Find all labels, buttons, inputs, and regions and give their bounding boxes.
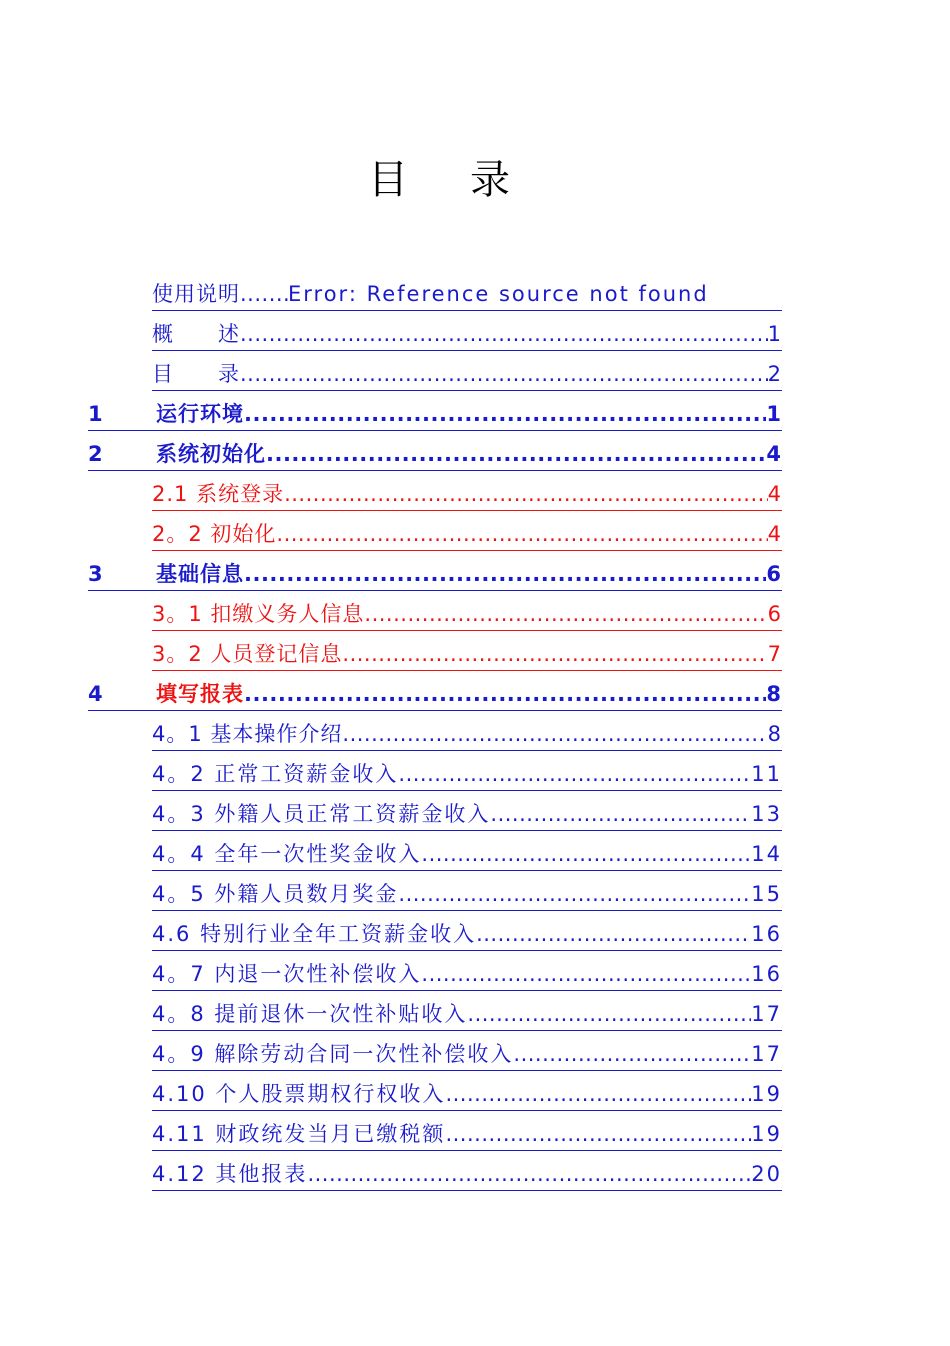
toc-entry-label: 4。3 外籍人员正常工资薪金收入: [152, 802, 491, 826]
toc-entry-label: 基础信息: [156, 562, 244, 586]
toc-page-number: 17: [751, 1042, 782, 1066]
toc-page-number: 8: [767, 722, 782, 746]
toc-entry-4-12[interactable]: [152, 1158, 782, 1191]
toc-entry-chapter-1[interactable]: [88, 398, 782, 431]
toc-page-number: 19: [751, 1122, 782, 1146]
toc-entry-label: 4。7 内退一次性补偿收入: [152, 962, 422, 986]
toc-entry-usage[interactable]: [152, 278, 782, 311]
toc-leader: [513, 1038, 751, 1070]
toc-entry-4-7[interactable]: [152, 958, 782, 991]
toc-entry-label: 运行环境: [156, 402, 244, 426]
toc-entry-label: 4.11 财政统发当月已缴税额: [152, 1122, 446, 1146]
toc-chapter-number: 3: [88, 562, 104, 586]
toc-page-number: 20: [751, 1162, 782, 1186]
toc-leader: [476, 918, 751, 950]
toc-entry-label: 4。5 外籍人员数月奖金: [152, 882, 399, 906]
toc-entry-overview[interactable]: [152, 318, 782, 351]
toc-page-number: 8: [766, 682, 782, 706]
toc-entry-label: 4。2 正常工资薪金收入: [152, 762, 399, 786]
toc-leader: [307, 1158, 751, 1190]
toc-entry-label: 4。1 基本操作介绍: [152, 722, 343, 746]
toc-entry-chapter-2[interactable]: [88, 438, 782, 471]
toc-entry-2-1[interactable]: [152, 478, 782, 511]
toc-entry-4-8[interactable]: [152, 998, 782, 1031]
toc-page-number: 2: [767, 362, 782, 386]
toc-chapter-number: 2: [88, 442, 104, 466]
title-char-1: 目: [368, 157, 408, 203]
toc-page-number: 16: [751, 922, 782, 946]
toc-page-number: 16: [751, 962, 782, 986]
toc-entry-4-5[interactable]: [152, 878, 782, 911]
toc-leader: [490, 798, 751, 830]
toc-leader: [284, 478, 768, 510]
toc-leader: [421, 958, 751, 990]
toc-entry-label: 2.1 系统登录: [152, 482, 285, 506]
toc-entry-label: 4。9 解除劳动合同一次性补偿收入: [152, 1042, 514, 1066]
toc-leader: [398, 878, 751, 910]
toc-leader: [398, 758, 751, 790]
toc-chapter-number: 4: [88, 682, 104, 706]
toc-leader: [421, 838, 751, 870]
toc-entry-label: 3。2 人员登记信息: [152, 642, 343, 666]
toc-entry-chapter-4[interactable]: [88, 678, 782, 711]
toc-leader: [445, 1118, 751, 1150]
toc-page-number: Error: Reference source not found: [288, 282, 709, 306]
toc-entry-label: 填写报表: [156, 682, 244, 706]
toc-leader: [244, 398, 766, 430]
toc-entry-4-6[interactable]: [152, 918, 782, 951]
toc-entry-label: 4。4 全年一次性奖金收入: [152, 842, 422, 866]
toc-entry-2-2[interactable]: [152, 518, 782, 551]
toc-leader: [276, 518, 767, 550]
toc-entry-4-9[interactable]: [152, 1038, 782, 1071]
toc-entry-label: 3。1 扣缴义务人信息: [152, 602, 365, 626]
toc-entry-4-1[interactable]: [152, 718, 782, 751]
toc-page-number: 1: [767, 322, 782, 346]
toc-leader: [467, 998, 751, 1030]
toc-entry-label: 4.10 个人股票期权行权收入: [152, 1082, 446, 1106]
toc-entry-chapter-3[interactable]: [88, 558, 782, 591]
toc-entry-label: 目 录: [152, 362, 240, 386]
toc-leader: [342, 718, 767, 750]
toc-page-number: 7: [767, 642, 782, 666]
toc-entry-label: 使用说明: [152, 282, 240, 306]
toc-leader: [266, 438, 766, 470]
toc-leader: [244, 678, 766, 710]
toc-leader: [240, 278, 288, 310]
title-char-2: 录: [470, 157, 510, 203]
toc-page-number: 6: [766, 562, 782, 586]
toc-leader: [244, 558, 766, 590]
toc-page-number: 19: [751, 1082, 782, 1106]
toc-entry-3-1[interactable]: [152, 598, 782, 631]
toc-leader: [240, 358, 768, 390]
toc-page-number: 13: [751, 802, 782, 826]
toc-entry-contents[interactable]: [152, 358, 782, 391]
toc-leader: [342, 638, 767, 670]
toc-entry-4-10[interactable]: [152, 1078, 782, 1111]
toc-page-number: 17: [751, 1002, 782, 1026]
toc-page-number: 15: [751, 882, 782, 906]
toc-entry-label: 系统初始化: [156, 442, 266, 466]
toc-page-number: 4: [767, 482, 782, 506]
toc-leader: [445, 1078, 751, 1110]
toc-entry-label: 4.12 其他报表: [152, 1162, 308, 1186]
toc-chapter-number: 1: [88, 402, 104, 426]
toc-entry-label: 4.6 特别行业全年工资薪金收入: [152, 922, 477, 946]
toc-leader: [364, 598, 767, 630]
toc-entry-label: 概 述: [152, 322, 240, 346]
toc-entry-4-4[interactable]: [152, 838, 782, 871]
toc-page-number: 4: [767, 522, 782, 546]
toc-page-number: 14: [751, 842, 782, 866]
toc-page-number: 6: [767, 602, 782, 626]
toc-page-number: 11: [751, 762, 782, 786]
toc-leader: [240, 318, 768, 350]
toc-page-number: 1: [766, 402, 782, 426]
toc-entry-4-2[interactable]: [152, 758, 782, 791]
toc-entry-4-11[interactable]: [152, 1118, 782, 1151]
toc-entry-label: 2。2 初始化: [152, 522, 277, 546]
toc-page-number: 4: [766, 442, 782, 466]
toc-entry-4-3[interactable]: [152, 798, 782, 831]
toc-entry-3-2[interactable]: [152, 638, 782, 671]
toc-entry-label: 4。8 提前退休一次性补贴收入: [152, 1002, 468, 1026]
